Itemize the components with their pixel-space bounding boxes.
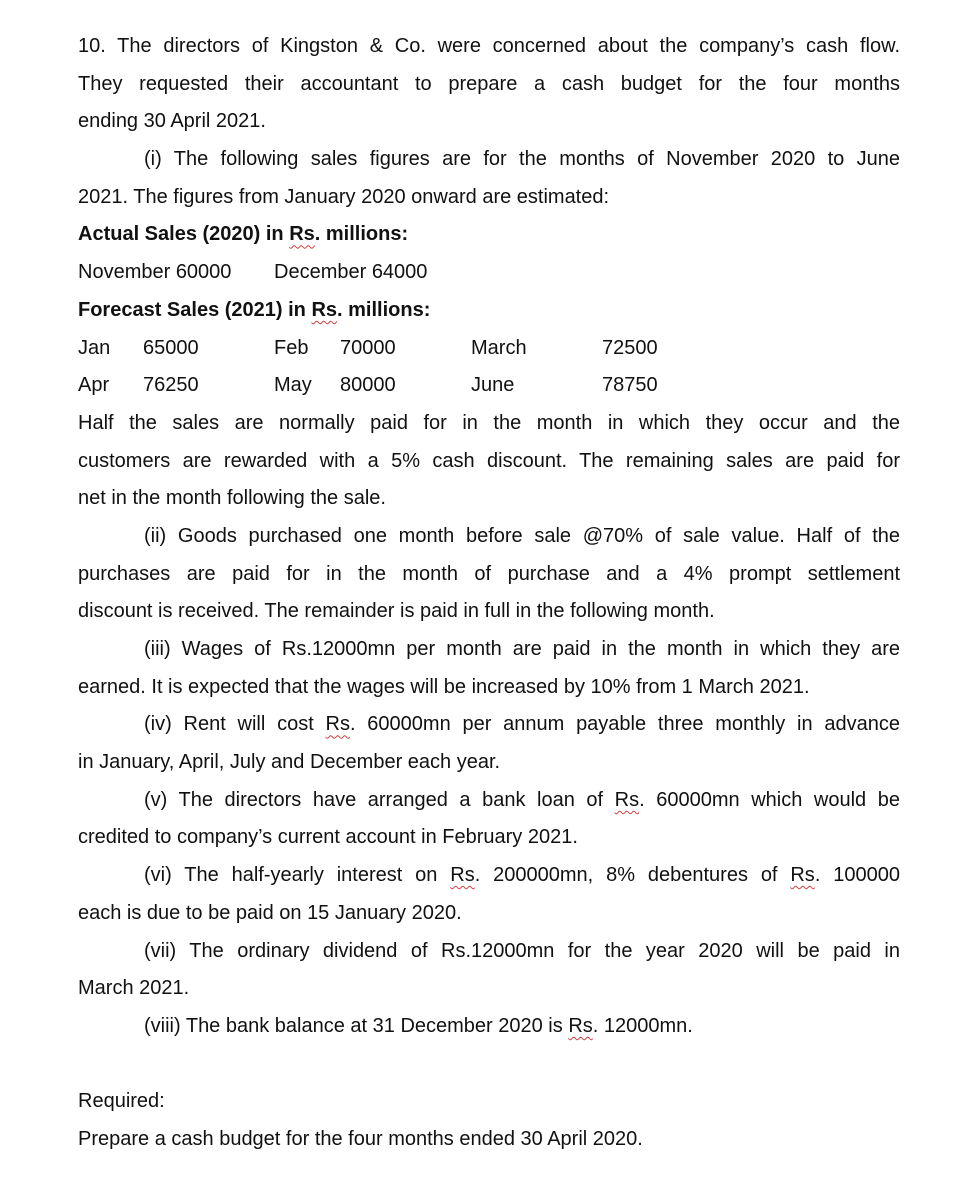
spelling-flag-rs: Rs [568, 1014, 593, 1037]
part-iii-line-1: (iii) Wages of Rs.12000mn per month are paid in the month in which they are [144, 638, 900, 660]
forecast-month: March [471, 336, 527, 359]
part-vii-line-2: March 2021. [78, 977, 190, 1000]
forecast-month: Apr [78, 374, 110, 397]
actual-sales-heading: Actual Sales (2020) in Rs. millions: [78, 223, 409, 246]
part-vii-line-1: (vii) The ordinary dividend of Rs.12000mn for the year 2020 will be paid in [144, 939, 900, 962]
part-viii-line: (viii) The bank balance at 31 December 2020 is Rs. 12000mn. [144, 1014, 693, 1037]
required-text: Prepare a cash budget for the four months ended 30 April 2020. [78, 1127, 643, 1150]
part-i-line-2: 2021. The figures from January 2020 onward are estimated: [78, 185, 610, 208]
actual-sales-row [78, 254, 900, 292]
part-ii-line-1: (ii) Goods purchased one month before sale @70% of sale value. Half of the [144, 524, 900, 547]
part-iv-line-1: (iv) Rent will cost Rs. 60000mn per annum payable three monthly in advance [144, 713, 900, 736]
intro-line-3: ending 30 April 2021. [78, 110, 266, 133]
part-ii-line-2: purchases are paid for in the month of purchase and a 4% prompt settlement [78, 562, 900, 585]
forecast-month: Feb [274, 336, 309, 359]
part-vi-line-1: (vi) The half-yearly interest on Rs. 200000mn, 8% debentures of Rs. 100000 [144, 864, 900, 887]
forecast-sales-heading: Forecast Sales (2021) in Rs. millions: [78, 298, 431, 321]
blank-line [78, 1046, 900, 1084]
spelling-flag-rs: Rs [325, 713, 350, 736]
forecast-row-2 [78, 367, 900, 405]
spelling-flag-rs: Rs [311, 298, 338, 321]
actual-sales-december: December 64000 [274, 261, 428, 284]
intro-line-1: 10. The directors of Kingston & Co. were concerned about the company’s cash flow. [78, 35, 900, 57]
spelling-flag-rs: Rs [790, 864, 815, 887]
part-iii-line-2: earned. It is expected that the wages will be increased by 10% from 1 March 2021. [78, 675, 810, 698]
part-iv-line-2: in January, April, July and December each year. [78, 751, 501, 774]
sales-terms-line-1: Half the sales are normally paid for in the month in which they occur and the [78, 411, 900, 434]
actual-sales-november: November 60000 [78, 261, 232, 284]
forecast-value: 80000 [340, 374, 396, 397]
part-v-line-1: (v) The directors have arranged a bank loan of Rs. 60000mn which would be [144, 788, 900, 811]
forecast-month: Jan [78, 336, 111, 359]
forecast-month: June [471, 374, 515, 397]
forecast-value: 72500 [602, 336, 658, 359]
spelling-flag-rs: Rs [289, 223, 315, 246]
forecast-value: 65000 [143, 336, 199, 359]
sales-terms-line-3: net in the month following the sale. [78, 487, 386, 510]
part-i-line-1: (i) The following sales figures are for the months of November 2020 to June [144, 148, 900, 171]
part-v-line-2: credited to company’s current account in February 2021. [78, 826, 578, 849]
intro-line-2: They requested their accountant to prepare a cash budget for the four months [78, 72, 900, 95]
forecast-value: 78750 [602, 374, 658, 397]
forecast-value: 70000 [340, 336, 396, 359]
part-vi-line-2: each is due to be paid on 15 January 2020. [78, 901, 462, 924]
spelling-flag-rs: Rs [450, 864, 475, 887]
question-document [78, 28, 900, 1159]
sales-terms-line-2: customers are rewarded with a 5% cash discount. The remaining sales are paid for [78, 449, 900, 472]
part-ii-line-3: discount is received. The remainder is paid in full in the following month. [78, 600, 715, 623]
forecast-value: 76250 [143, 374, 199, 397]
forecast-row-1 [78, 330, 900, 368]
required-label: Required: [78, 1090, 165, 1113]
spelling-flag-rs: Rs [614, 788, 640, 811]
forecast-month: May [274, 374, 312, 397]
